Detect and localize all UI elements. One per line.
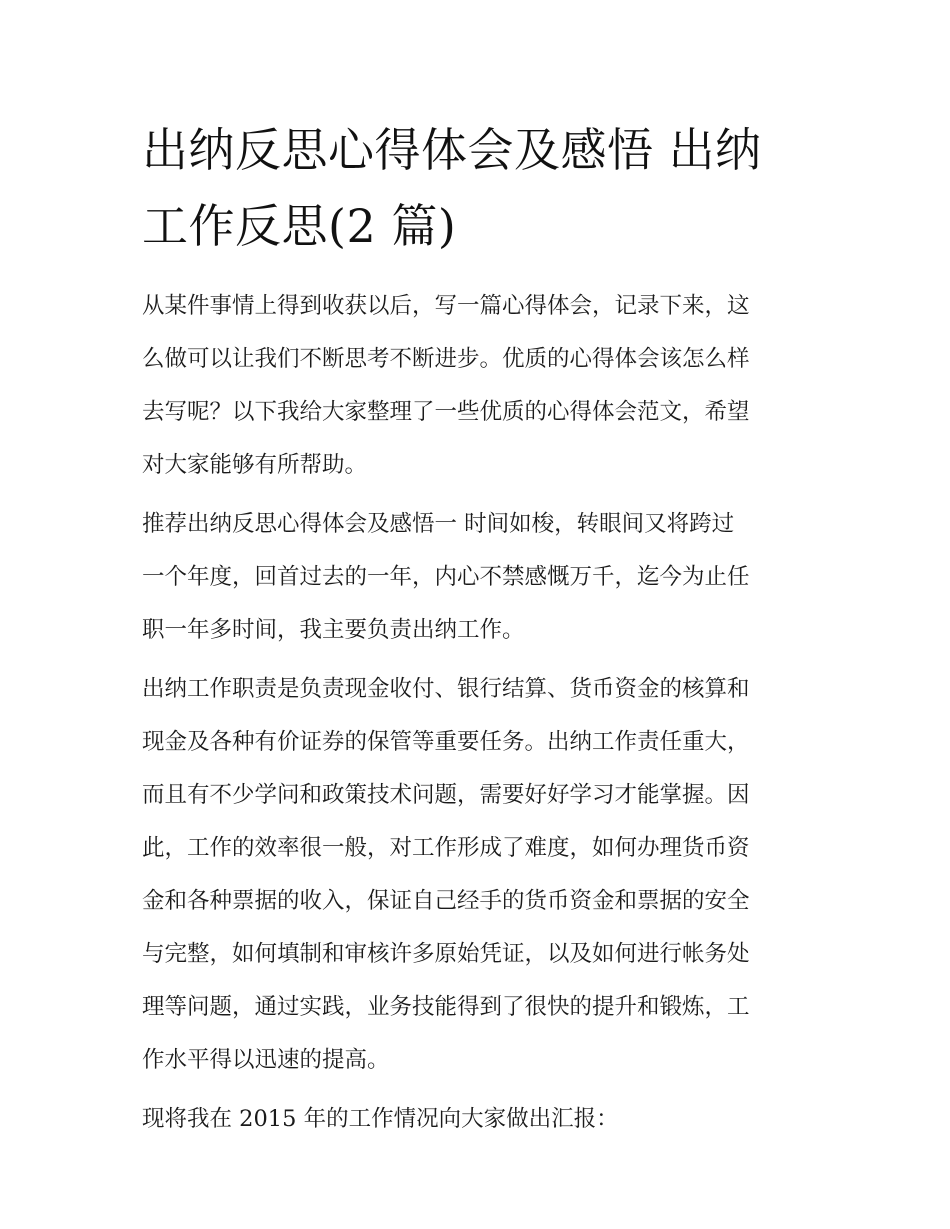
text-line: 金和各种票据的收入，保证自己经手的货币资金和票据的安全 <box>142 888 750 914</box>
text-line: 么做可以让我们不断思考不断进步。优质的心得体会该怎么样 <box>142 346 750 372</box>
duties-paragraph <box>142 663 812 1087</box>
text-line: 出纳工作职责是负责现金收付、银行结算、货币资金的核算和 <box>142 676 750 702</box>
title-line: 工作反思(2 篇) <box>142 199 457 253</box>
text-line: 与完整，如何填制和审核许多原始凭证，以及如何进行帐务处 <box>142 941 750 967</box>
text-line: 理等问题，通过实践，业务技能得到了很快的提升和锻炼，工 <box>142 994 750 1020</box>
text-line: 作水平得以迅速的提高。 <box>142 1047 390 1073</box>
document-body <box>142 280 812 1146</box>
document-title <box>142 112 812 264</box>
recommendation-paragraph <box>142 498 812 657</box>
text-line: 一个年度，回首过去的一年，内心不禁感慨万千，迄今为止任 <box>142 564 750 590</box>
text-line: 而且有不少学问和政策技术问题，需要好好学习才能掌握。因 <box>142 782 750 808</box>
text-line: 现将我在 2015 年的工作情况向大家做出汇报： <box>142 1106 619 1132</box>
intro-paragraph <box>142 280 812 492</box>
text-line: 推荐出纳反思心得体会及感悟一 时间如梭，转眼间又将跨过 <box>142 511 735 537</box>
text-line: 现金及各种有价证券的保管等重要任务。出纳工作责任重大， <box>142 729 750 755</box>
report-intro-paragraph <box>142 1093 812 1146</box>
title-line: 出纳反思心得体会及感悟 出纳 <box>142 123 762 177</box>
text-line: 从某件事情上得到收获以后，写一篇心得体会，记录下来，这 <box>142 293 750 319</box>
document-content <box>142 112 812 1152</box>
text-line: 职一年多时间，我主要负责出纳工作。 <box>142 617 525 643</box>
text-line: 对大家能够有所帮助。 <box>142 452 368 478</box>
text-line: 此，工作的效率很一般，对工作形成了难度，如何办理货币资 <box>142 835 750 861</box>
text-line: 去写呢？以下我给大家整理了一些优质的心得体会范文，希望 <box>142 399 750 425</box>
